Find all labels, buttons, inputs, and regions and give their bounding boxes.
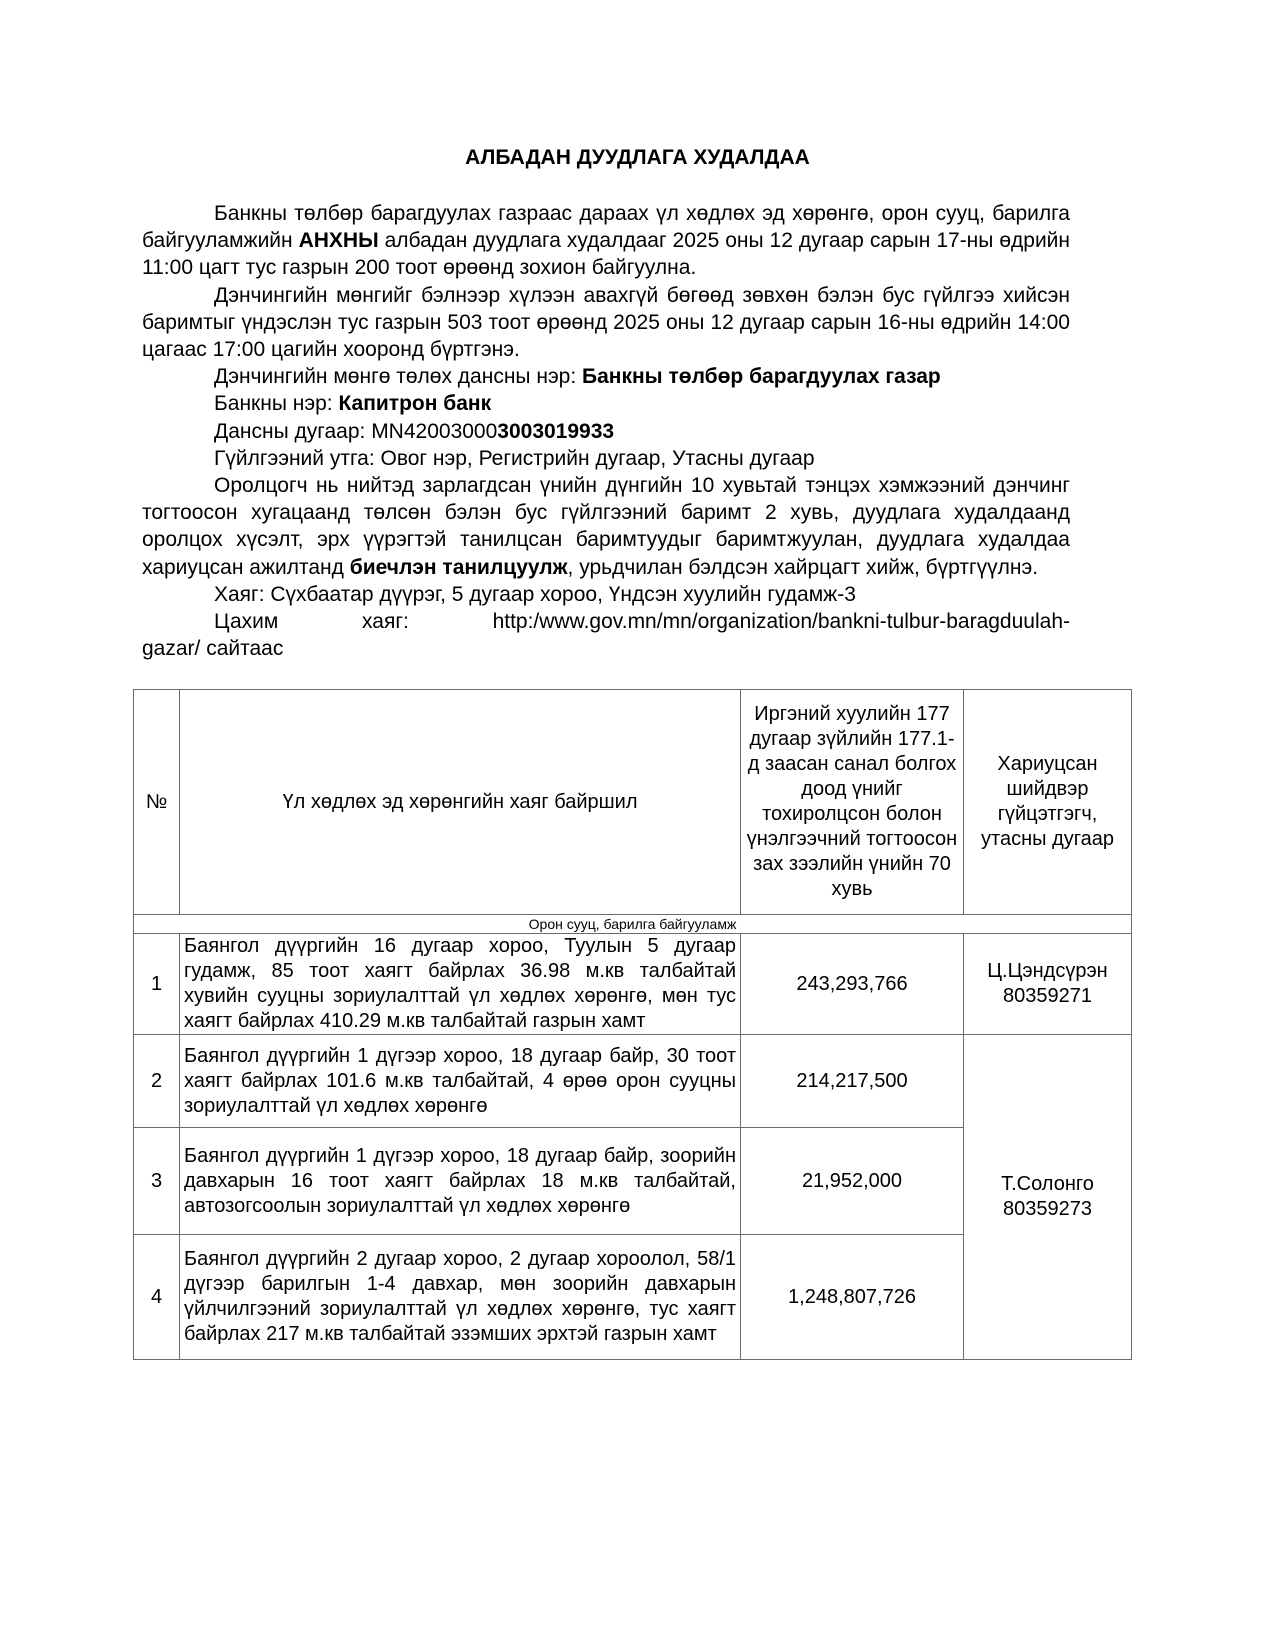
paragraph-auction-announcement: Банкны төлбөр барагдуулах газраас дараах үл хөдлөх эд хөрөнгө, орон сууц, барилга байгууламжийн АНХНЫ албадан дуудлага худалдааг 2025 оны 12 дугаар сарын 17-ны өдрийн 11:00 цагт тус газрын 200 тоот өрөөнд зохион байгуулна. bbox=[142, 202, 1071, 280]
row-price: 1,248,807,726 bbox=[741, 1235, 964, 1360]
responsible-phone: 80359271 bbox=[1003, 985, 1092, 1007]
paragraph-participant-requirements: Оролцогч нь нийтэд зарлагдсан үнийн дүнгийн 10 хувьтай тэнцэх хэмжээний дэнчинг тогтоосон хугацаанд төлсөн бэлэн бус гүйлгээний баримт 2 хувь, дуудлага худалдаанд оролцох хүсэлт, эрх үүрэгтэй танилцсан баримтуудыг баримтжуулан, дуудлага худалдаа хариуцсан ажилтанд биечлэн танилцуулж, урьдчилан бэлдсэн хайрцагт хийж, бүртгүүлнэ. bbox=[142, 474, 1070, 579]
table-header-row bbox=[134, 690, 1132, 915]
table-row bbox=[134, 1035, 1132, 1128]
table-section-row bbox=[134, 915, 1132, 934]
row-address: Баянгол дүүргийн 16 дугаар хороо, Туулын 5 дугаар гудамж, 85 тоот хаягт байрлах 36.98 м.кв талбайтай хувийн сууцны зориулалттай үл хөдлөх хөрөнгө, мөн тус хаягт байрлах 410.29 м.кв талбайтай газрын хамт bbox=[180, 934, 741, 1035]
property-table bbox=[133, 689, 1132, 1360]
web-address-link[interactable]: http:/www.gov.mn/mn/organization/bankni-tulbur-baragduulah- bbox=[492, 610, 1070, 634]
row-number: 1 bbox=[134, 934, 180, 1035]
header-number: № bbox=[134, 690, 180, 915]
header-address: Үл хөдлөх эд хөрөнгийн хаяг байршил bbox=[180, 690, 741, 915]
header-price: Иргэний хуулийн 177 дугаар зүйлийн 177.1-д заасан санал болгох доод үнийг тохиролцсон болон үнэлгээчний тогтоосон зах зээлийн үнийн 70 хувь bbox=[741, 690, 964, 915]
row-address: Баянгол дүүргийн 1 дүгээр хороо, 18 дугаар байр, зоорийн давхарын 16 тоот хаягт байрлах 18 м.кв талбайтай, автозогсоолын зориулалттай үл хөдлөх хөрөнгө bbox=[180, 1128, 741, 1235]
row-number: 3 bbox=[134, 1128, 180, 1235]
paragraph-deposit-registration: Дэнчингийн мөнгийг бэлнээр хүлээн авахгүй бөгөөд зөвхөн бэлэн бус гүйлгээ хийсэн баримтыг үндэслэн тус газрын 503 тоот өрөөнд 2025 оны 12 дугаар сарын 16-ны өдрийн 14:00 цагаас 17:00 цагийн хооронд бүртгэнэ. bbox=[142, 283, 1070, 362]
header-responsible: Хариуцсан шийдвэр гүйцэтгэгч, утасны дугаар bbox=[964, 690, 1132, 915]
account-number-line: Дансны дугаар: MN420030003003019933 bbox=[214, 419, 615, 443]
row-responsible bbox=[964, 1035, 1132, 1360]
responsible-phone: 80359273 bbox=[1003, 1198, 1092, 1220]
row-number: 4 bbox=[134, 1235, 180, 1360]
row-price: 214,217,500 bbox=[741, 1035, 964, 1128]
bank-name-line: Банкны нэр: Капитрон банк bbox=[214, 392, 492, 416]
account-name-value: Банкны төлбөр барагдуулах газар bbox=[582, 365, 941, 389]
web-address-continuation: gazar/ сайтаас bbox=[142, 637, 284, 661]
row-address: Баянгол дүүргийн 2 дугаар хороо, 2 дугаар хороолол, 58/1 дүгээр барилгын 1-4 давхар, мөн зоорийн давхарын үйлчилгээний зориулалттай үл хөдлөх хөрөнгө, тус хаягт байрлах 217 м.кв талбайтай эзэмших эрхтэй газрын хамт bbox=[180, 1235, 741, 1360]
document-title: АЛБАДАН ДУУДЛАГА ХУДАЛДАА bbox=[465, 146, 810, 169]
bank-name-value: Капитрон банк bbox=[338, 392, 492, 416]
address-line: Хаяг: Сүхбаатар дүүрэг, 5 дугаар хороо, Үндсэн хуулийн гудамж-3 bbox=[214, 582, 856, 606]
account-number-value: 3003019933 bbox=[497, 419, 615, 443]
in-person-emphasis: биечлэн танилцуулж bbox=[349, 555, 568, 579]
account-name-line: Дэнчингийн мөнгө төлөх дансны нэр: Банкны төлбөр барагдуулах газар bbox=[214, 365, 941, 389]
responsible-name: Ц.Цэндсүрэн bbox=[987, 960, 1108, 982]
section-label: Орон сууц, барилга байгууламж bbox=[134, 915, 1132, 934]
row-address: Баянгол дүүргийн 1 дүгээр хороо, 18 дугаар байр, 30 тоот хаягт байрлах 101.6 м.кв талбайтай, 4 өрөө орон сууцны зориулалттай үл хөдлөх хөрөнгө bbox=[180, 1035, 741, 1128]
row-price: 21,952,000 bbox=[741, 1128, 964, 1235]
web-address-line: Цахим хаяг: http:/www.gov.mn/mn/organization/bankni-tulbur-baragduulah- bbox=[142, 608, 1070, 635]
transaction-note-line: Гүйлгээний утга: Овог нэр, Регистрийн дугаар, Утасны дугаар bbox=[214, 446, 815, 470]
row-price: 243,293,766 bbox=[741, 934, 964, 1035]
first-auction-emphasis: АНХНЫ bbox=[298, 229, 379, 253]
row-responsible bbox=[964, 934, 1132, 1035]
responsible-name: Т.Солонго bbox=[1001, 1173, 1094, 1195]
table-row bbox=[134, 934, 1132, 1035]
row-number: 2 bbox=[134, 1035, 180, 1128]
document-body bbox=[142, 200, 1070, 662]
